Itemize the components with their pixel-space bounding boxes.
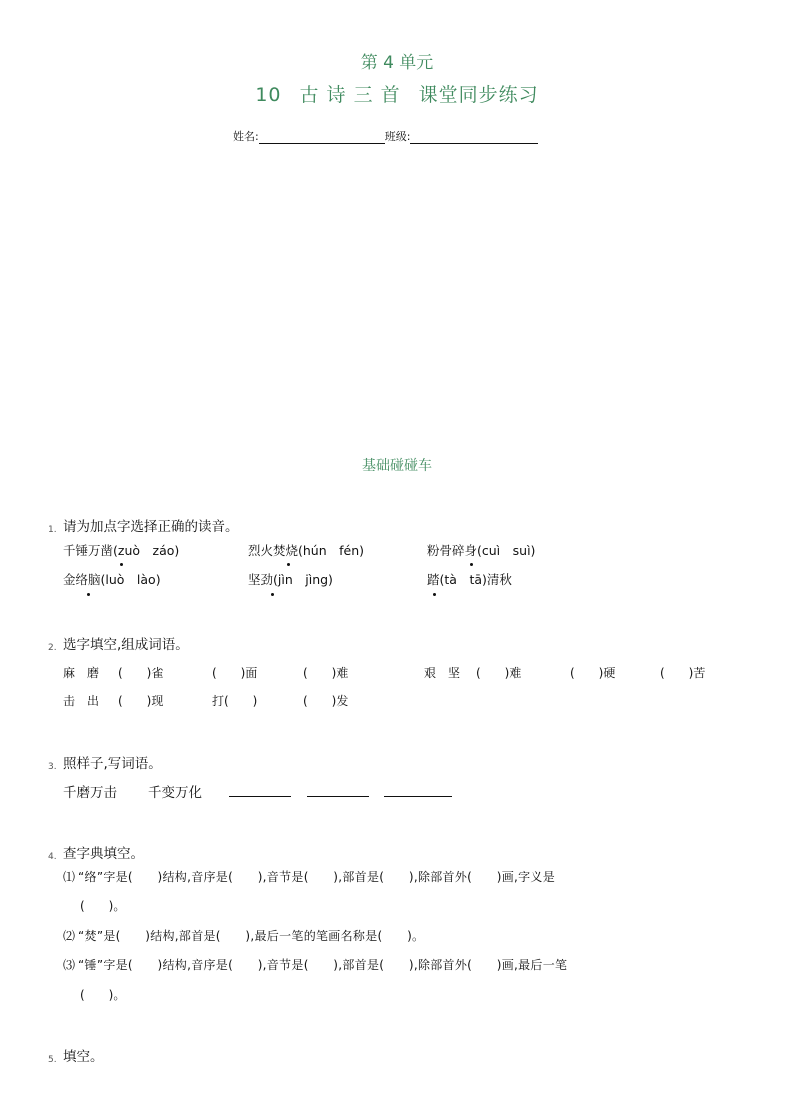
emphasis-dot <box>87 593 90 596</box>
word-group-label: 麻 磨 <box>63 666 100 680</box>
emphasis-dot <box>470 563 473 566</box>
fill-blank[interactable]: 打( ) <box>212 694 258 708</box>
pinyin-item-3: 粉骨碎身(cuì suì) <box>427 543 536 558</box>
section-title: 基础碰碰车 <box>362 458 432 474</box>
sub-question-3: “锤”字是( )结构,音序是( ),音节是( ),部首是( ),除部首外( )画,最后一笔 <box>78 958 568 972</box>
question-3-text: 照样子,写词语。 <box>63 756 162 772</box>
emphasis-dot <box>120 563 123 566</box>
question-2-text: 选字填空,组成词语。 <box>63 637 189 653</box>
question-number: 2. <box>48 643 57 653</box>
answer-line[interactable] <box>229 784 291 797</box>
practice-label: 课堂同步练习 <box>418 84 539 106</box>
lesson-title <box>0 80 794 107</box>
fill-blank[interactable]: ( )难 <box>476 666 522 680</box>
pinyin-item-4: 金络脑(luò lào) <box>63 572 161 587</box>
class-field[interactable] <box>410 130 538 144</box>
pinyin-item-1: 千锤万凿(zuò záo) <box>63 543 180 558</box>
answer-line[interactable] <box>384 784 452 797</box>
name-field[interactable] <box>259 130 385 144</box>
fill-blank[interactable]: ( )现 <box>118 694 164 708</box>
fill-blank[interactable]: ( )难 <box>303 666 349 680</box>
fill-blank[interactable]: ( )苦 <box>660 666 706 680</box>
sub-question-3-number: ⑶ <box>63 958 76 972</box>
emphasis-dot <box>287 563 290 566</box>
student-info <box>233 128 538 144</box>
question-1-text: 请为加点字选择正确的读音。 <box>63 519 239 535</box>
emphasis-dot <box>433 593 436 596</box>
lesson-name: 古 诗 三 首 <box>299 84 401 106</box>
sub-question-1-cont: ( )。 <box>80 899 126 913</box>
emphasis-dot <box>271 593 274 596</box>
fill-blank[interactable]: ( )雀 <box>118 666 164 680</box>
sub-question-2: “焚”是( )结构,部首是( ),最后一笔的笔画名称是( )。 <box>78 929 425 943</box>
example-word-2: 千变万化 <box>148 785 202 801</box>
fill-blank[interactable]: ( )发 <box>303 694 349 708</box>
pinyin-item-5: 坚劲(jìn jìng) <box>248 572 333 587</box>
question-5-text: 填空。 <box>63 1049 104 1065</box>
fill-blank[interactable]: ( )面 <box>212 666 258 680</box>
pinyin-item-6: 踏(tà tā)清秋 <box>427 572 512 587</box>
sub-question-1-number: ⑴ <box>63 870 76 884</box>
question-number: 5. <box>48 1055 57 1065</box>
unit-heading: 第 4 单元 <box>360 53 434 73</box>
pinyin-item-2: 烈火焚烧(hún fén) <box>248 543 365 558</box>
word-group-label: 击 出 <box>63 694 100 708</box>
lesson-number: 10 <box>255 84 282 106</box>
question-number: 1. <box>48 525 57 535</box>
name-label: 姓名: <box>233 130 259 143</box>
sub-question-1: “络”字是( )结构,音序是( ),音节是( ),部首是( ),除部首外( )画,字义是 <box>78 870 556 884</box>
class-label: 班级: <box>384 130 411 143</box>
sub-question-3-cont: ( )。 <box>80 988 126 1002</box>
fill-blank[interactable]: ( )硬 <box>570 666 616 680</box>
answer-line[interactable] <box>307 784 369 797</box>
question-1 <box>48 517 57 536</box>
question-number: 3. <box>48 762 57 772</box>
question-number: 4. <box>48 852 57 862</box>
word-group-label: 艰 坚 <box>424 666 461 680</box>
example-word-1: 千磨万击 <box>63 785 117 801</box>
sub-question-2-number: ⑵ <box>63 929 76 943</box>
question-4-text: 查字典填空。 <box>63 846 144 862</box>
